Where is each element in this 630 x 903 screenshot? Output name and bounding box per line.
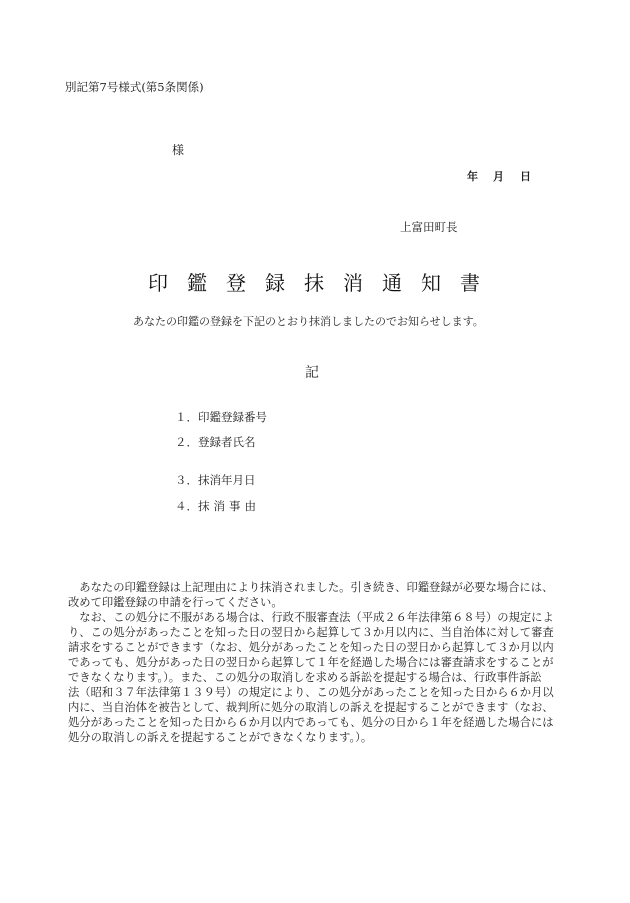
issuer-name: 上富田町長 xyxy=(400,220,458,234)
item-label: 登録者氏名 xyxy=(198,435,256,449)
notice-line: なお、この処分に不服がある場合は、行政不服審査法（平成２６年法律第６８号）の規定によ xyxy=(79,611,554,624)
notice-line: り、この処分があったことを知った日の翌日から起算して３か月以内に、当自治体に対して審査 xyxy=(68,626,554,639)
list-item xyxy=(175,475,256,487)
list-item xyxy=(175,501,260,513)
item-number: ３． xyxy=(175,473,198,487)
notice-line: できなくなります。）。また、この処分の取消しを求める訴訟を提起する場合は、行政事件訴訟 xyxy=(68,671,542,684)
notice-line: 法（昭和３７年法律第１３９号）の規定により、この処分があったことを知った日から６か月以 xyxy=(68,686,554,699)
item-label: 抹消事由 xyxy=(198,499,260,513)
item-label: 抹消年月日 xyxy=(198,473,256,487)
notice-line: 内に、当自治体を被告として、裁判所に処分の取消しの訴えを提起することができます（なお、 xyxy=(68,701,554,714)
notice-line: あなたの印鑑登録は上記理由により抹消されました。引き続き、印鑑登録が必要な場合には、 xyxy=(79,581,554,594)
date-day-label: 日 xyxy=(520,170,531,183)
item-number: ２． xyxy=(175,435,198,449)
notice-line: 改めて印鑑登録の申請を行ってください。 xyxy=(68,596,283,609)
addressee-honorific: 様 xyxy=(172,143,185,157)
list-item xyxy=(175,437,256,449)
notice-line: であっても、処分があった日の翌日から起算して１年を経過した場合には審査請求をすることが xyxy=(68,656,554,669)
notice-line: 処分があったことを知った日から６か月以内であっても、処分の日から１年を経過した場合には xyxy=(68,716,554,729)
date-month-label: 月 xyxy=(493,170,504,183)
notice-line: 請求をすることができます（なお、処分があったことを知った日の翌日から起算して３か月以内 xyxy=(68,641,554,654)
intro-sentence: あなたの印鑑の登録を下記のとおり抹消しましたのでお知らせします。 xyxy=(133,315,484,328)
form-reference: 別記第7号様式(第5条関係) xyxy=(65,80,204,94)
notice-line: 処分の取消しの訴えを提起することができなくなります。）。 xyxy=(68,731,373,744)
item-number: ４． xyxy=(175,499,198,513)
item-label: 印鑑登録番号 xyxy=(198,410,267,424)
document-title: 印鑑登録抹消通知書 xyxy=(148,271,499,295)
notice-paragraph xyxy=(68,610,554,745)
item-number: １． xyxy=(175,410,198,424)
date-year-label: 年 xyxy=(467,170,478,183)
record-heading: 記 xyxy=(305,365,319,381)
notice-paragraph xyxy=(68,580,553,610)
list-item xyxy=(175,412,267,424)
